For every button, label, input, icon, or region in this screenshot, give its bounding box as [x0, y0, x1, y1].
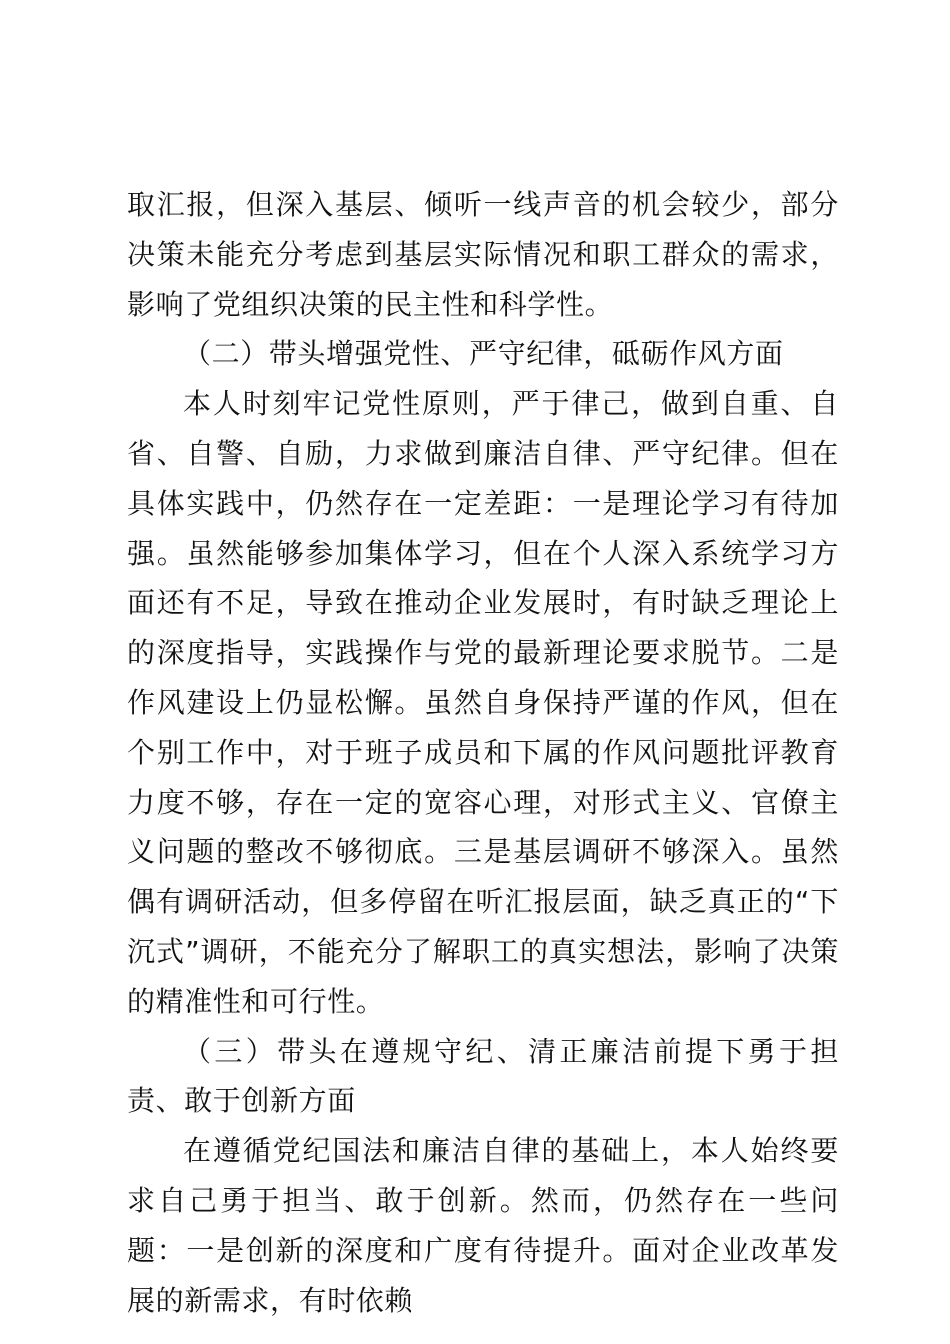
paragraph-continued: 取汇报，但深入基层、倾听一线声音的机会较少，部分决策未能充分考虑到基层实际情况和职工群众的需求，影响了党组织决策的民主性和科学性。 — [127, 188, 839, 321]
paragraph-section-3: 在遵循党纪国法和廉洁自律的基础上，本人始终要求自己勇于担当、敢于创新。然而，仍然存在一些问题：一是创新的深度和广度有待提升。面对企业改革发展的新需求，有时依赖 — [127, 1134, 839, 1317]
section-heading-3: （三）带头在遵规守纪、清正廉洁前提下勇于担责、敢于创新方面 — [127, 1034, 839, 1118]
paragraph-section-2: 本人时刻牢记党性原则，严于律己，做到自重、自省、自警、自励，力求做到廉洁自律、严守纪律。但在具体实践中，仍然存在一定差距：一是理论学习有待加强。虽然能够参加集体学习，但在个人深入系统学习方面还有不足，导致在推动企业发展时，有时缺乏理论上的深度指导，实践操作与党的最新理论要求脱节。二是作风建设上仍显松懈。虽然自身保持严谨的作风，但在个别工作中，对于班子成员和下属的作风问题批评教育力度不够，存在一定的宽容心理，对形式主义、官僚主义问题的整改不够彻底。三是基层调研不够深入。虽然偶有调研活动，但多停留在听汇报层面，缺乏真正的“下沉式”调研，不能充分了解职工的真实想法，影响了决策的精准性和可行性。 — [127, 387, 839, 1018]
document-body — [127, 180, 839, 1325]
section-heading-2: （二）带头增强党性、严守纪律，砥砺作风方面 — [183, 337, 784, 371]
